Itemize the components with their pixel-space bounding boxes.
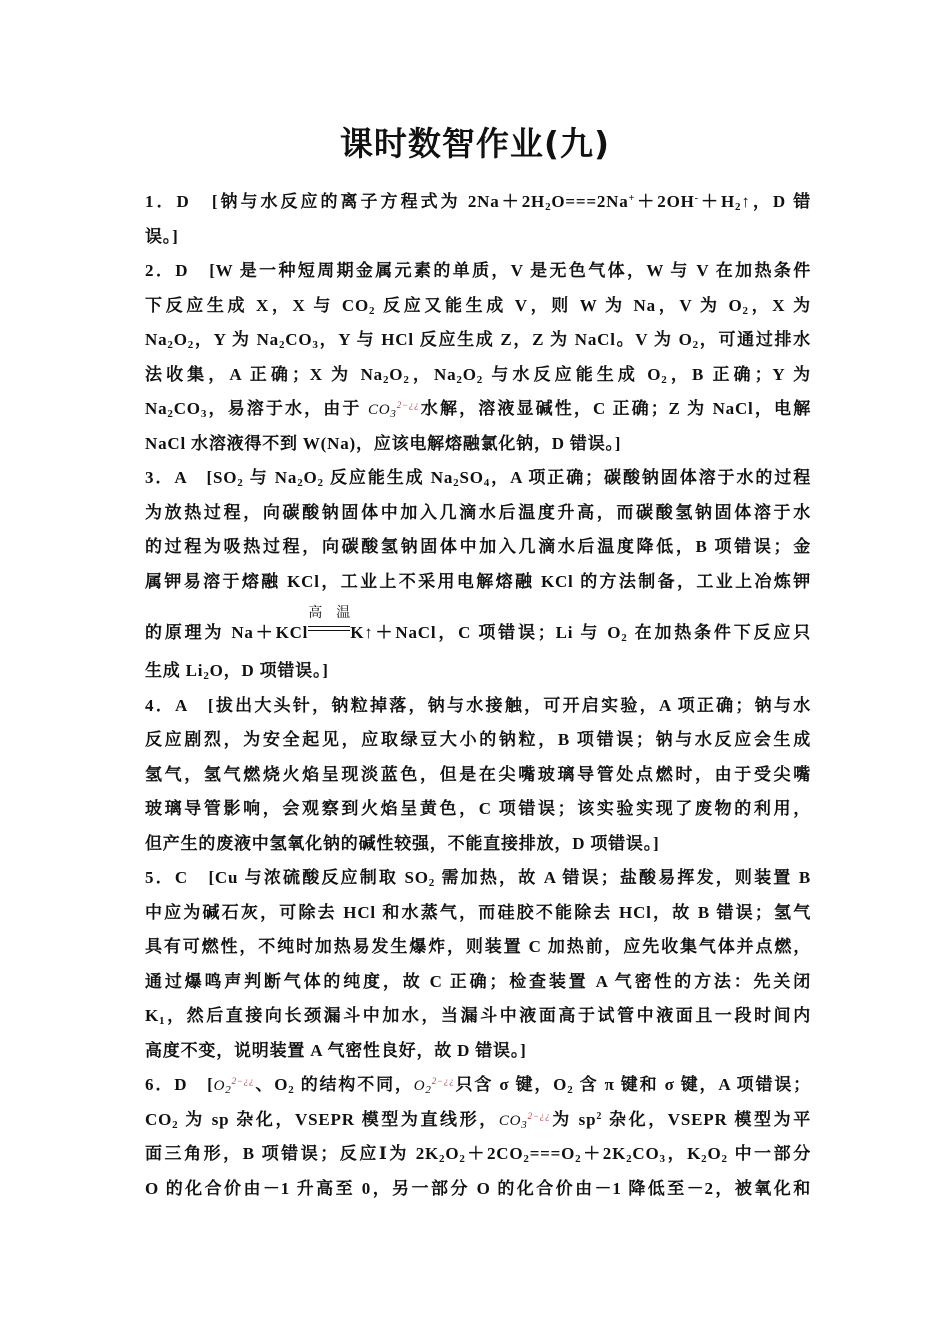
- answer-5-line-3: 具有可燃性，不纯时加热易发生爆炸，则装置 C 加热前，应先收集气体并点燃，: [145, 937, 811, 956]
- answer-4-line-3: 氢气，氢气燃烧火焰呈现淡蓝色，但是在尖嘴玻璃导管处点燃时，由于受尖嘴: [145, 764, 811, 784]
- answer-1: [145, 185, 811, 254]
- answer-5-line-2: 中应为碱石灰，可除去 HCl 和水蒸气，而硅胶不能除去 HCl，故 B 错误；氢气: [145, 902, 811, 922]
- answer-1-line-1: 1．D [钠与水反应的离子方程式为 $2Na+2H_2O===2Na^++2OH^-+H_2↑$，D 错: [145, 192, 811, 213]
- answer-5-line-1: 5．C [Cu 与浓硫酸反应制取 $SO_2$ 需加热，故 A 错误；盐酸易挥发，则装置 B: [145, 868, 812, 889]
- answer-4-line-4: 玻璃导管影响，会观察到火焰呈黄色，C 项错误；该实验实现了废物的利用，: [145, 799, 811, 818]
- answer-3-line-3: 的过程为吸热过程，向碳酸氢钠固体中加入几滴水后温度降低，B 项错误；金: [145, 537, 811, 556]
- answer-2-line-5: $Na_2CO_3$，易溶于水，由于 $CO_3^{2-¿¿}$水解，溶液显碱性，C 正确；Z 为 NaCl，电解: [145, 399, 811, 420]
- answer-4-line-2: 反应剧烈，为安全起见，应取绿豆大小的钠粒，B 项错误；钠与水反应会生成: [145, 730, 811, 749]
- answer-3: [145, 461, 811, 689]
- answer-6-line-2: $CO_2$ 为 sp 杂化，VSEPR 模型为直线形，$CO_3^{2-¿¿}$为 $sp^2$ 杂化，VSEPR 模型为平: [145, 1109, 811, 1131]
- answer-5-line-5: $K_1$，然后直接向长颈漏斗中加水，当漏斗中液面高于试管中液面且一段时间内: [145, 1006, 811, 1027]
- answer-3-line-6: 生成 $Li_2O$，D 项错误。]: [145, 661, 329, 682]
- answer-2: [145, 254, 811, 461]
- answer-2-line-6: NaCl 水溶液得不到 W(Na)，应该电解熔融氯化钠，D 错误。]: [145, 433, 622, 453]
- answer-6-line-4: O 的化合价由－1 升高至 0，另一部分 O 的化合价由－1 降低至－2，被氧化和: [145, 1178, 811, 1198]
- answer-6-line-3: 面三角形，B 项错误；反应Ⅰ为 $2K_2O_2+2CO_2===O_2+2K_2CO_3$，$K_2O_2$ 中一部分: [145, 1144, 812, 1165]
- answer-2-line-1: 2．D [W 是一种短周期金属元素的单质，V 是无色气体，W 与 V 在加热条件: [145, 261, 811, 280]
- answer-6-line-1: 6．D [$O_2^{2-¿¿}$、$O_2$ 的结构不同，$O_2^{2-¿¿}$只含 σ 键，$O_2$ 含 π 键和 σ 键，A 项错误；: [145, 1075, 811, 1096]
- page-title: 课时数智作业(九): [339, 124, 611, 163]
- answer-3-line-1: 3．A [$SO_2$ 与 $Na_2O_2$ 反应能生成 $Na_2SO_4$，A 项正确；碳酸钠固体溶于水的过程: [145, 468, 811, 489]
- answer-2-line-3: $Na_2O_2$，Y 为 $Na_2CO_3$，Y 与 HCl 反应生成 Z，Z 为 NaCl。V 为 $O_2$，可通过排水: [145, 330, 811, 351]
- answer-5-line-4: 通过爆鸣声判断气体的纯度，故 C 正确；检查装置 A 气密性的方法：先关闭: [145, 971, 811, 991]
- answer-3-line-5: 的原理为 Na＋KCl 高温 K↑＋NaCl，C 项错误；Li 与 $O_2$ 在加热条件下反应只: [145, 604, 811, 644]
- answer-1-line-2: 误。]: [145, 226, 179, 246]
- answer-content: [145, 185, 811, 1206]
- answer-5: [145, 861, 811, 1068]
- answer-6: [145, 1068, 811, 1206]
- answer-4-line-1: 4．A [拔出大头针，钠粒掉落，钠与水接触，可开启实验，A 项正确；钠与水: [145, 695, 811, 715]
- reaction-condition: 高温: [308, 618, 350, 638]
- answer-2-line-2: 下反应生成 X，X 与 $CO_2$ 反应又能生成 V，则 W 为 Na，V 为 $O_2$，X 为: [145, 295, 811, 317]
- answer-3-line-2: 为放热过程，向碳酸钠固体中加入几滴水后温度升高，而碳酸氢钠固体溶于水: [145, 502, 811, 522]
- answer-5-line-6: 高度不变，说明装置 A 气密性良好，故 D 错误。]: [145, 1040, 527, 1060]
- answer-2-line-4: 法收集，A 正确；X 为 $Na_2O_2$，$Na_2O_2$ 与水反应能生成 $O_2$，B 正确；Y 为: [145, 364, 811, 386]
- answer-4: [145, 689, 811, 862]
- answer-3-line-4: 属钾易溶于熔融 KCl，工业上不采用电解熔融 KCl 的方法制备，工业上冶炼钾: [145, 571, 811, 591]
- answer-4-line-5: 但产生的废液中氢氧化钠的碱性较强，不能直接排放，D 项错误。]: [145, 833, 660, 853]
